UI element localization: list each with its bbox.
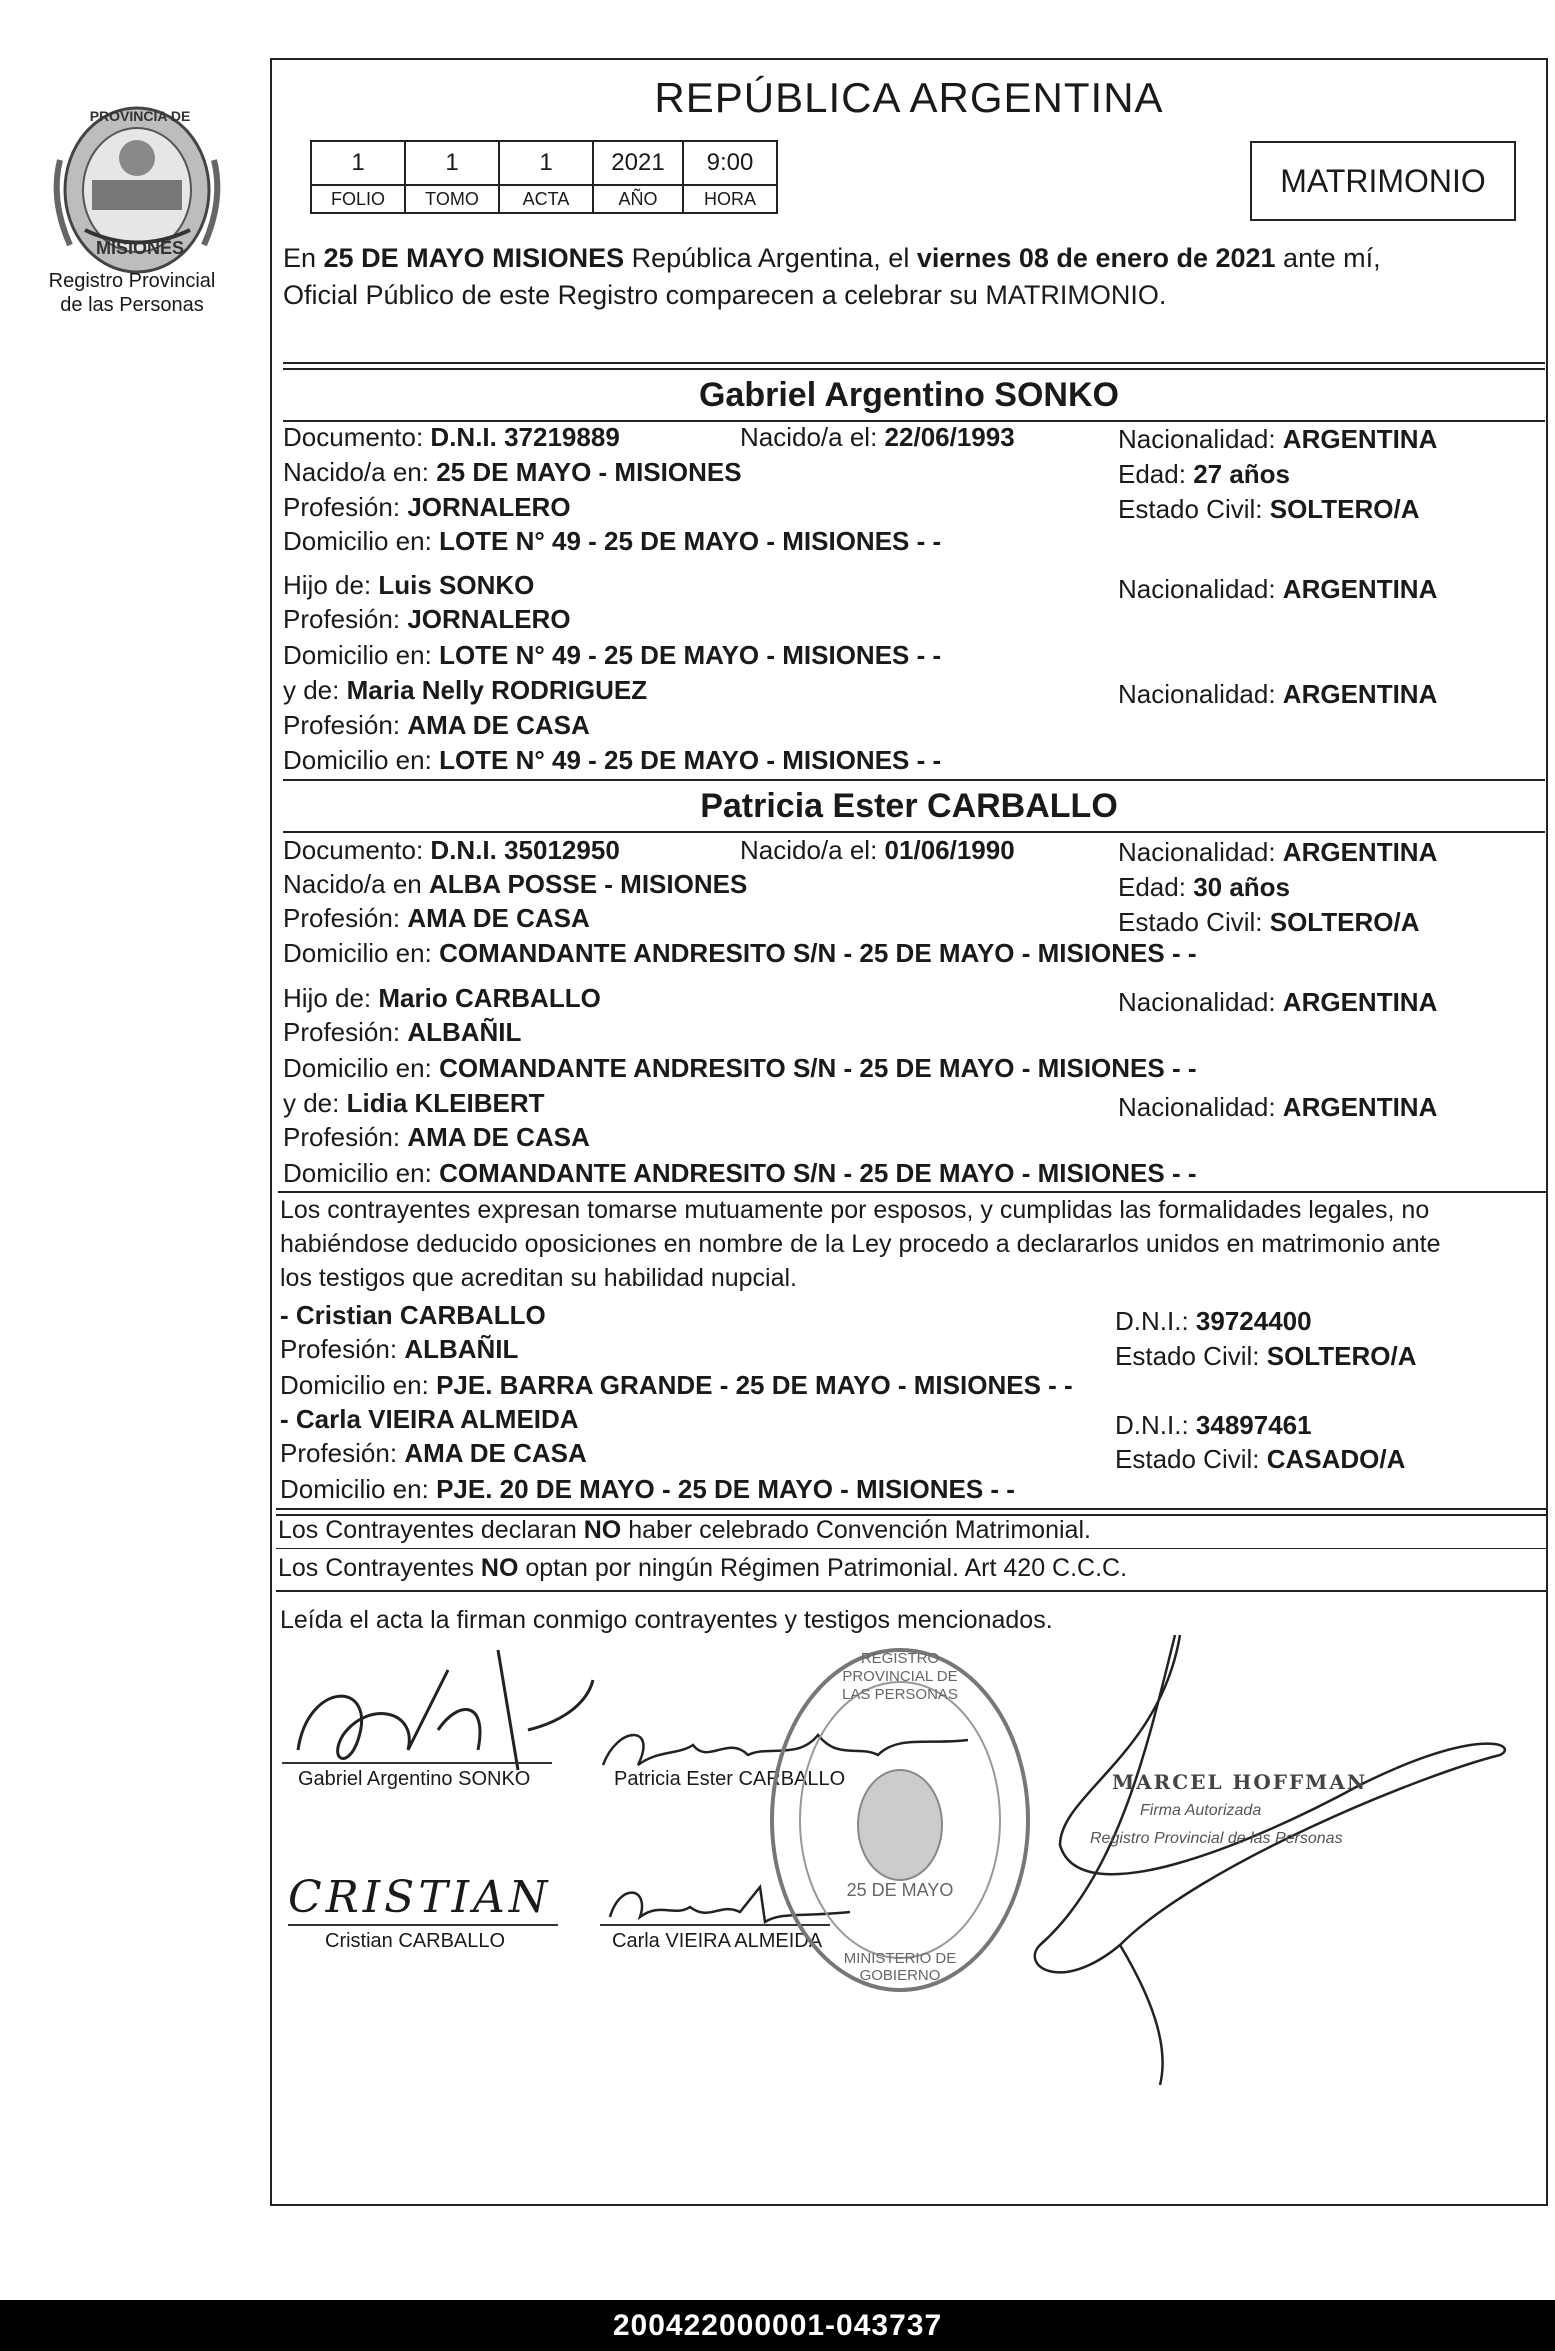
c1-padre-profesion: Profesión: JORNALERO	[283, 604, 571, 634]
c2-padre-nacionalidad: Nacionalidad: ARGENTINA	[1118, 987, 1438, 1017]
divider	[283, 362, 1545, 364]
c1-nacido-en: Nacido/a en: 25 DE MAYO - MISIONES	[283, 457, 742, 487]
sig-3-caption: Cristian CARBALLO	[325, 1930, 506, 1952]
c1-madre-domicilio: Domicilio en: LOTE N° 49 - 25 DE MAYO - MISIONES - -	[283, 745, 942, 775]
signature-1	[288, 1640, 608, 1780]
anio-label: AÑO	[593, 185, 683, 213]
declaracion-line-2: habiéndose deducido oposiciones en nombre de la Ley procedo a declararlos unidos en matrimonio ante	[280, 1230, 1441, 1258]
divider	[283, 779, 1545, 781]
sig-1-caption: Gabriel Argentino SONKO	[298, 1768, 531, 1790]
c2-nacionalidad: Nacionalidad: ARGENTINA	[1118, 837, 1438, 867]
c1-padre-nacionalidad: Nacionalidad: ARGENTINA	[1118, 574, 1438, 604]
c2-madre: y de: Lidia KLEIBERT	[283, 1088, 545, 1118]
c2-madre-domicilio: Domicilio en: COMANDANTE ANDRESITO S/N - 25 DE MAYO - MISIONES - -	[283, 1158, 1197, 1188]
stamp-top-text: REGISTRO PROVINCIAL DE LAS PERSONAS	[842, 1650, 958, 1703]
c1-nacionalidad: Nacionalidad: ARGENTINA	[1118, 424, 1438, 454]
sig-4-caption: Carla VIEIRA ALMEIDA	[612, 1930, 823, 1952]
divider	[276, 1548, 1546, 1549]
oficial-name: MARCEL HOFFMAN	[1112, 1770, 1368, 1794]
contrayente-1-name: Gabriel Argentino SONKO	[698, 376, 1119, 414]
testigo-1-profesion: Profesión: ALBAÑIL	[280, 1334, 519, 1364]
folio-label: FOLIO	[311, 185, 405, 213]
c1-edad: Edad: 27 años	[1118, 459, 1291, 489]
c1-madre-profesion: Profesión: AMA DE CASA	[283, 710, 590, 740]
c2-madre-nacionalidad: Nacionalidad: ARGENTINA	[1118, 1092, 1438, 1122]
declaracion-line-3: los testigos que acreditan su habilidad nupcial.	[280, 1264, 798, 1292]
c2-nacido-el: Nacido/a el: 01/06/1990	[740, 835, 1015, 865]
c1-madre-nacionalidad: Nacionalidad: ARGENTINA	[1118, 679, 1438, 709]
stamp-bottom-text: MINISTERIO DE GOBIERNO	[843, 1950, 957, 1984]
tomo-label: TOMO	[405, 185, 499, 213]
seal-bottom-text: MISIONES	[95, 238, 184, 258]
testigo-2-domicilio: Domicilio en: PJE. 20 DE MAYO - 25 DE MAYO - MISIONES - -	[280, 1474, 1015, 1504]
testigo-2-dni: D.N.I.: 34897461	[1115, 1410, 1312, 1440]
acta-label: ACTA	[499, 185, 593, 213]
testigo-2-estado-civil: Estado Civil: CASADO/A	[1115, 1444, 1406, 1474]
divider	[276, 1590, 1546, 1592]
hora-value: 9:00	[683, 141, 777, 185]
divider	[278, 1191, 1546, 1193]
acta-index-table	[310, 140, 778, 214]
convencion-line-1: Los Contrayentes declaran NO haber celebrado Convención Matrimonial.	[278, 1516, 1091, 1544]
signature-line	[282, 1762, 552, 1764]
c2-nacido-en: Nacido/a en ALBA POSSE - MISIONES	[283, 869, 748, 899]
c1-domicilio: Domicilio en: LOTE N° 49 - 25 DE MAYO - MISIONES - -	[283, 526, 942, 556]
divider	[276, 1508, 1546, 1510]
oficial-signature	[1000, 1615, 1520, 2095]
c2-edad: Edad: 30 años	[1118, 872, 1291, 902]
c1-padre-domicilio: Domicilio en: LOTE N° 49 - 25 DE MAYO - MISIONES - -	[283, 640, 942, 670]
folio-value: 1	[311, 141, 405, 185]
c2-padre-domicilio: Domicilio en: COMANDANTE ANDRESITO S/N - 25 DE MAYO - MISIONES - -	[283, 1053, 1197, 1083]
divider	[283, 831, 1545, 833]
testigo-2-profesion: Profesión: AMA DE CASA	[280, 1438, 587, 1468]
anio-value: 2021	[593, 141, 683, 185]
c2-padre: Hijo de: Mario CARBALLO	[283, 983, 601, 1013]
c1-madre: y de: Maria Nelly RODRIGUEZ	[283, 675, 648, 705]
c1-nacido-el: Nacido/a el: 22/06/1993	[740, 422, 1015, 452]
hora-label: HORA	[683, 185, 777, 213]
registro-caption-line2: de las Personas	[60, 294, 204, 316]
tomo-value: 1	[405, 141, 499, 185]
intro-line-1: En 25 DE MAYO MISIONES República Argentina, el viernes 08 de enero de 2021 ante mí,	[283, 243, 1381, 273]
testigo-1-dni: D.N.I.: 39724400	[1115, 1306, 1312, 1336]
page-title: REPÚBLICA ARGENTINA	[654, 74, 1164, 121]
document-barcode-id: 200422000001-043737	[0, 2300, 1555, 2351]
sig-2-caption: Patricia Ester CARBALLO	[614, 1768, 846, 1790]
c2-domicilio: Domicilio en: COMANDANTE ANDRESITO S/N - 25 DE MAYO - MISIONES - -	[283, 938, 1197, 968]
testigo-2-name: - Carla VIEIRA ALMEIDA	[280, 1404, 579, 1434]
c1-profesion: Profesión: JORNALERO	[283, 492, 571, 522]
c1-padre: Hijo de: Luis SONKO	[283, 570, 535, 600]
c1-documento: Documento: D.N.I. 37219889	[283, 422, 620, 452]
firmas-intro: Leída el acta la firman conmigo contrayentes y testigos mencionados.	[280, 1606, 1053, 1634]
acta-value: 1	[499, 141, 593, 185]
c2-documento: Documento: D.N.I. 35012950	[283, 835, 620, 865]
intro-line-2: Oficial Público de este Registro comparecen a celebrar su MATRIMONIO.	[283, 280, 1167, 310]
registro-caption-line1: Registro Provincial	[48, 270, 216, 292]
contrayente-2-name: Patricia Ester CARBALLO	[700, 787, 1118, 825]
c2-profesion: Profesión: AMA DE CASA	[283, 903, 590, 933]
convencion-line-2: Los Contrayentes NO optan por ningún Régimen Patrimonial. Art 420 C.C.C.	[278, 1554, 1128, 1582]
tipo-acta-box: MATRIMONIO	[1250, 141, 1516, 221]
c2-padre-profesion: Profesión: ALBAÑIL	[283, 1017, 522, 1047]
testigo-1-domicilio: Domicilio en: PJE. BARRA GRANDE - 25 DE MAYO - MISIONES - -	[280, 1370, 1073, 1400]
oficial-line-3: Registro Provincial de las Personas	[1090, 1830, 1343, 1847]
c2-estado-civil: Estado Civil: SOLTERO/A	[1118, 907, 1420, 937]
signature-line	[288, 1924, 558, 1926]
c1-estado-civil: Estado Civil: SOLTERO/A	[1118, 494, 1420, 524]
testigo-1-name: - Cristian CARBALLO	[280, 1300, 546, 1330]
declaracion-line-1: Los contrayentes expresan tomarse mutuamente por esposos, y cumplidas las formalidades legales, no	[280, 1196, 1430, 1224]
stamp-center-text: 25 DE MAYO	[846, 1880, 954, 1900]
testigo-1-estado-civil: Estado Civil: SOLTERO/A	[1115, 1341, 1417, 1371]
seal-top-text: PROVINCIA DE	[89, 108, 191, 124]
c2-madre-profesion: Profesión: AMA DE CASA	[283, 1122, 590, 1152]
oficial-line-2: Firma Autorizada	[1140, 1802, 1262, 1819]
signature-3-handwriting: CRISTIAN	[288, 1872, 552, 1923]
divider	[283, 368, 1545, 370]
